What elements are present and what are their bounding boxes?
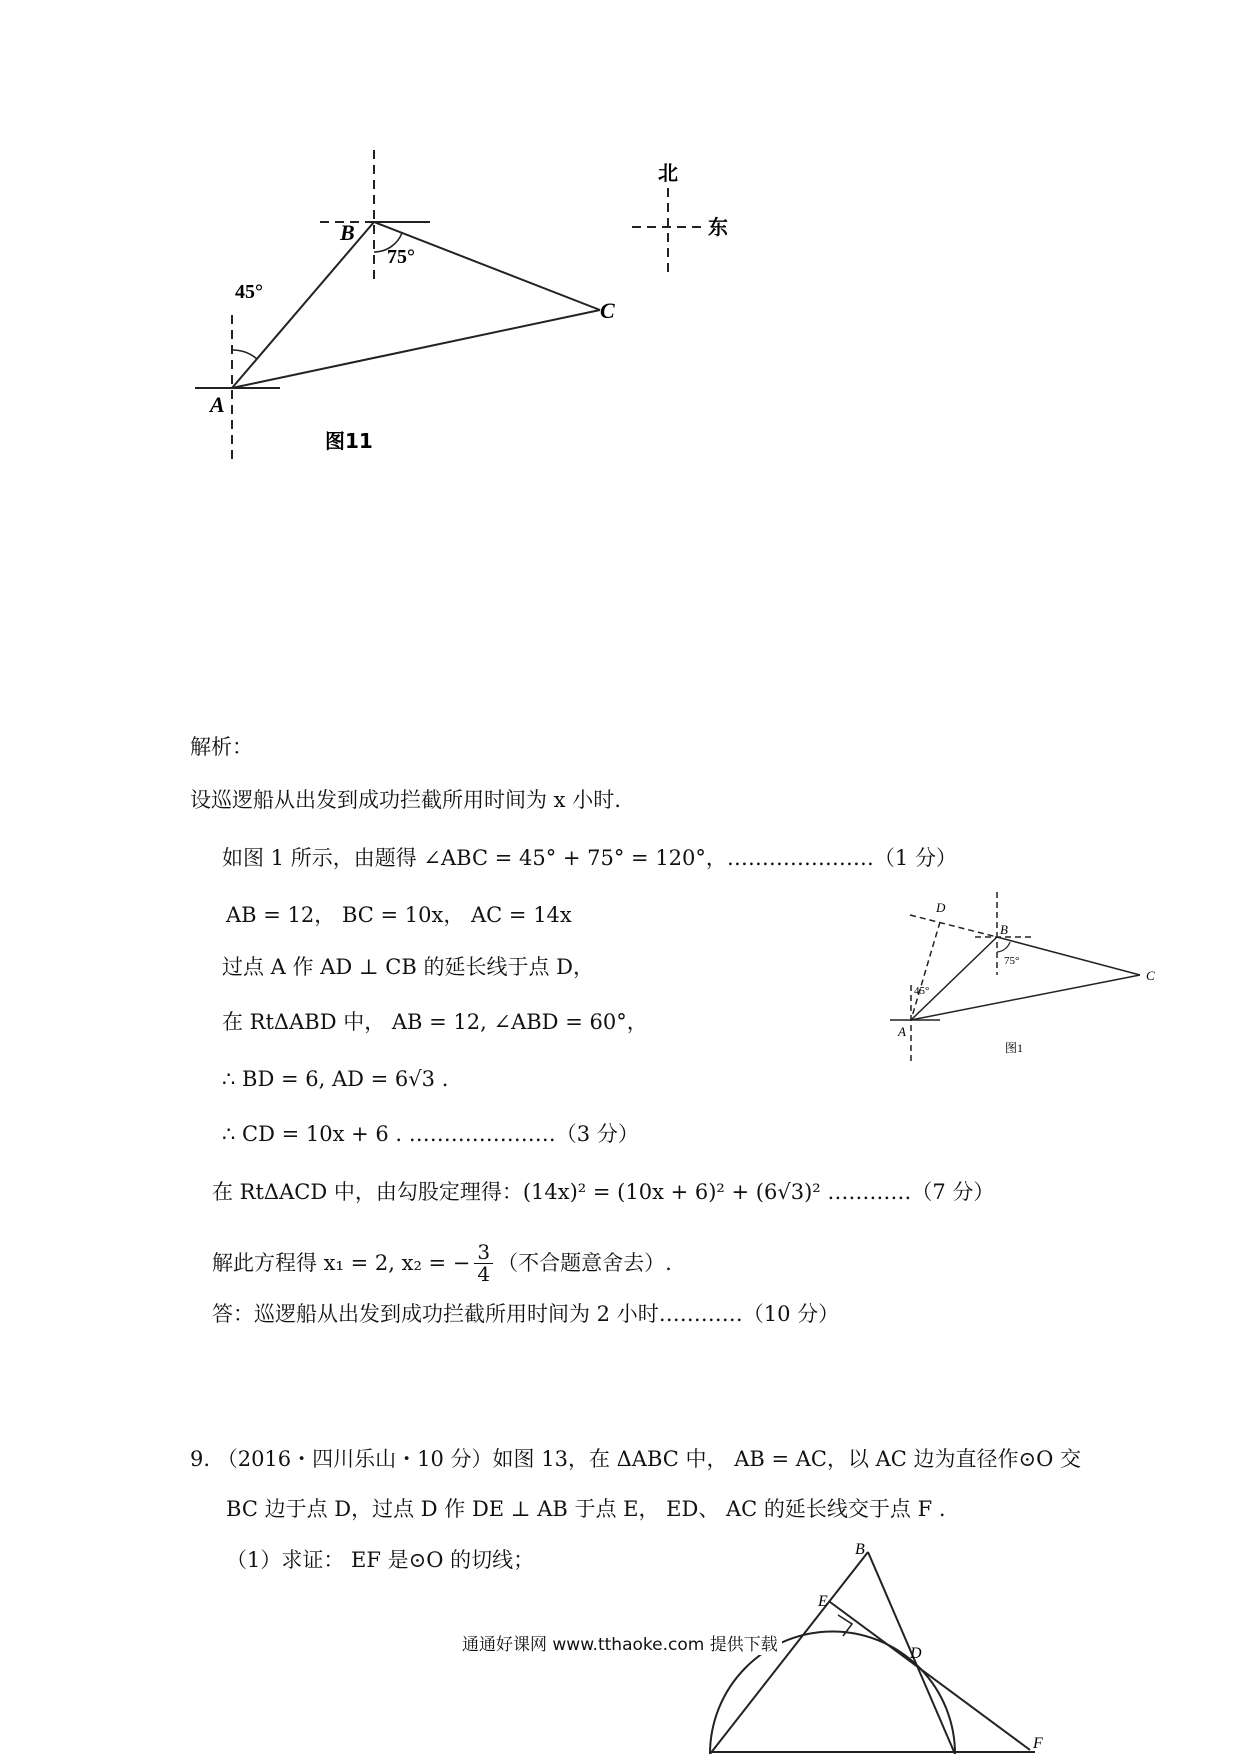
solution-heading: 解析： [190, 735, 253, 759]
fig13-label-b: B [855, 1541, 865, 1558]
solution-line-10: 答：巡逻船从出发到成功拦截所用时间为 2 小时…………（10 分） [212, 1302, 840, 1326]
solution-line-6: ∴ BD = 6, AD = 6√3 . [222, 1067, 449, 1091]
fig1-caption: 图1 [1005, 1041, 1024, 1055]
fig1-label-75: 75° [1004, 955, 1020, 967]
fig1-label-a: A [898, 1024, 906, 1039]
fig13-segment-ef [830, 1602, 1030, 1750]
label-angle-45: 45° [235, 281, 263, 303]
solution-line-4: 过点 A 作 AD ⊥ CB 的延长线于点 D， [222, 955, 594, 979]
fig1-db-extension [910, 915, 997, 937]
fig1-label-d: D [936, 900, 946, 915]
fig1-segment-ac [911, 975, 1140, 1020]
fig1-angle-arc-b [997, 942, 1010, 952]
fig1-label-c: C [1146, 968, 1155, 983]
fig13-label-d: D [910, 1645, 922, 1662]
figure-11-caption: 图11 [325, 429, 373, 453]
label-a: A [210, 392, 225, 417]
fig1-segment-ab [911, 937, 997, 1020]
figure-1 [880, 890, 1170, 1075]
solution-line-9 [212, 1242, 672, 1285]
compass-east-label: 东 [708, 217, 728, 239]
fraction-denominator: 4 [477, 1262, 491, 1286]
solution-line-2: 如图 1 所示，由题得 ∠ABC = 45° + 75° = 120°，…………………（1 分） [222, 846, 957, 870]
solution-line-9-prefix: 解此方程得 x₁ = 2, x₂ = − [212, 1250, 471, 1275]
problem-9-line-3: （1）求证： EF 是⊙O 的切线； [226, 1548, 535, 1572]
label-b: B [340, 220, 355, 245]
problem-9-line-1: 9. （2016・四川乐山・10 分）如图 13，在 ΔABC 中， AB = AC，以 AC 边为直径作⊙O 交 [190, 1447, 1082, 1471]
solution-line-7: ∴ CD = 10x + 6 . …………………（3 分） [222, 1122, 639, 1146]
fig1-label-b: B [1000, 922, 1008, 937]
solution-line-1: 设巡逻船从出发到成功拦截所用时间为 x 小时. [190, 788, 621, 812]
fig13-label-e: E [818, 1593, 828, 1610]
label-angle-75: 75° [387, 246, 415, 268]
figure-11 [180, 150, 760, 470]
solution-line-3: AB = 12， BC = 10x， AC = 14x [226, 903, 572, 927]
solution-line-9-suffix: （不合题意舍去）. [497, 1250, 672, 1275]
segment-ac [232, 310, 600, 388]
angle-arc-a [232, 350, 257, 359]
problem-9-line-2: BC 边于点 D，过点 D 作 DE ⊥ AB 于点 E， ED、 AC 的延长线交于点 F . [226, 1497, 946, 1521]
fraction [474, 1242, 493, 1285]
solution-line-8: 在 RtΔACD 中，由勾股定理得：(14x)² = (10x + 6)² + (6√3)² …………（7 分） [212, 1180, 995, 1204]
compass-north-label: 北 [658, 163, 678, 185]
fig1-label-45: 45° [914, 985, 930, 997]
fig13-label-f: F [1033, 1735, 1043, 1752]
solution-line-5: 在 RtΔABD 中， AB = 12, ∠ABD = 60°， [222, 1010, 648, 1034]
label-c: C [600, 298, 615, 323]
footer-text: 通通好课网 www.tthaoke.com 提供下载 [458, 1630, 782, 1655]
fraction-numerator: 3 [474, 1242, 493, 1264]
